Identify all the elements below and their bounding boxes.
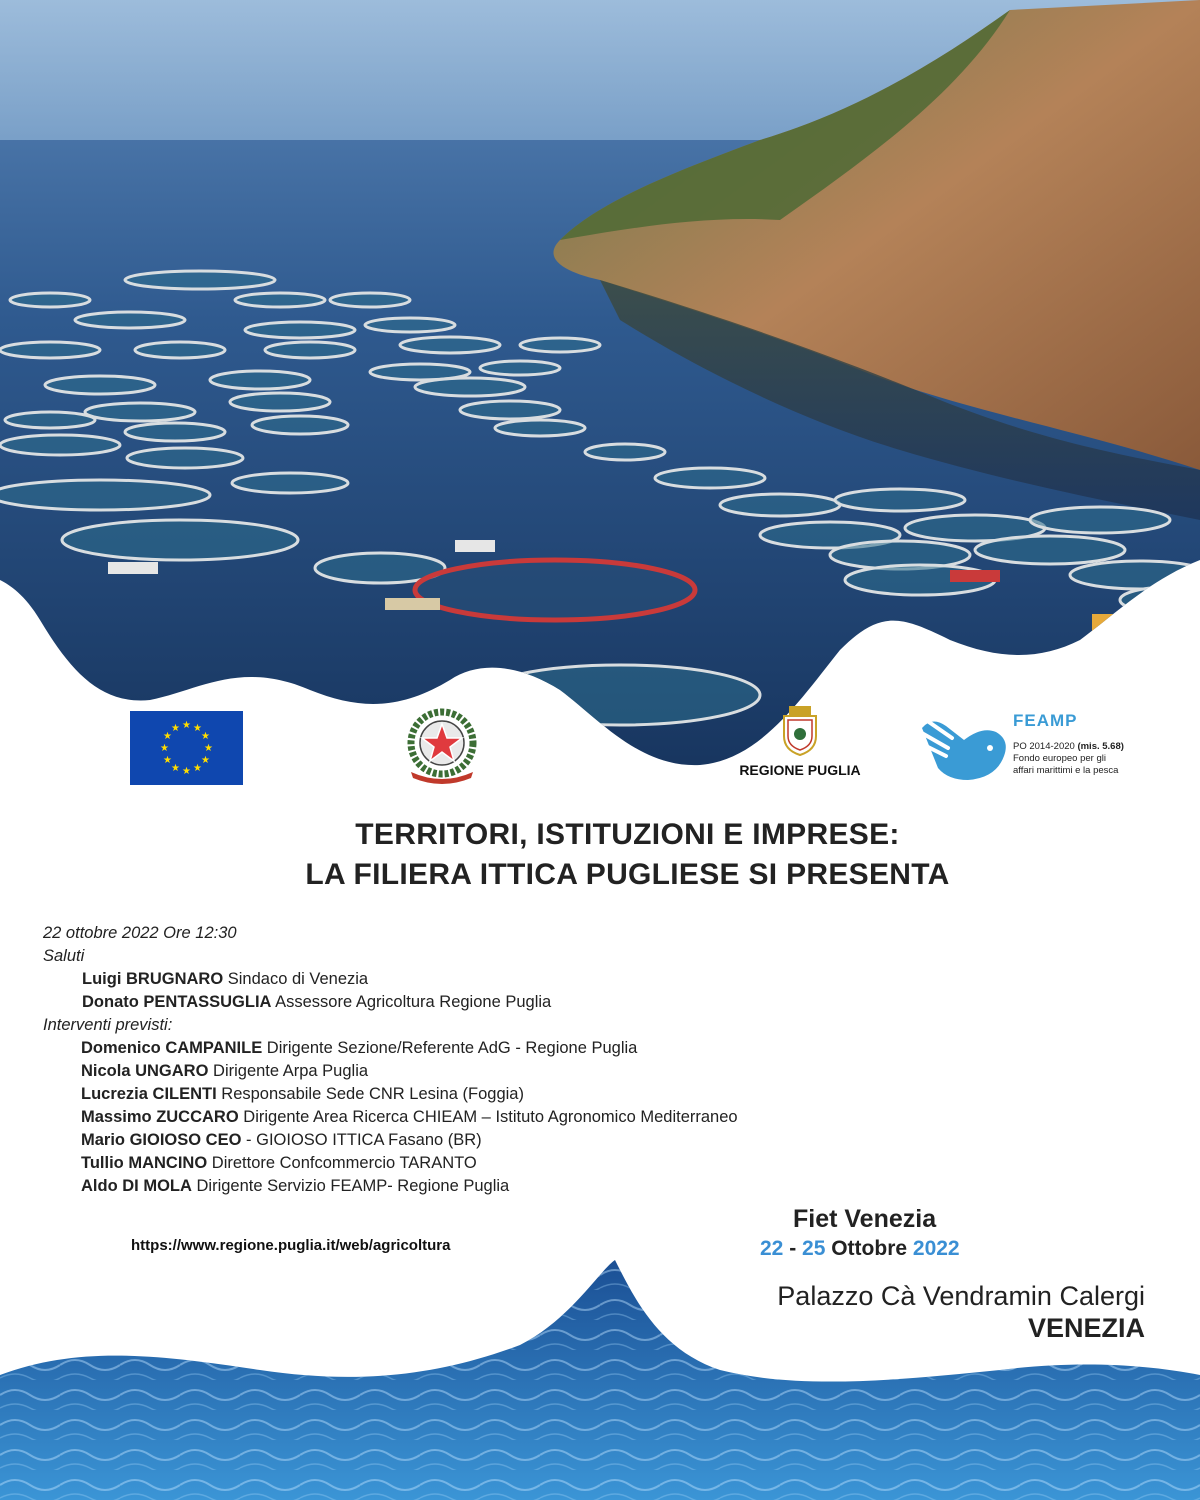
event-dates (760, 1237, 960, 1261)
title-line-1: TERRITORI, ISTITUZIONI E IMPRESE: (355, 818, 900, 851)
eu-flag-icon (130, 711, 243, 785)
speaker-role: Direttore Confcommercio TARANTO (207, 1154, 477, 1172)
speaker-name: Massimo ZUCCARO (81, 1108, 239, 1126)
speaker-row (43, 991, 923, 1014)
speaker-row (43, 968, 923, 991)
svg-text:★: ★ (193, 763, 202, 774)
feamp-hand-fish-icon (912, 708, 1020, 786)
saluti-label: Saluti (43, 947, 85, 965)
program-date: 22 ottobre 2022 Ore 12:30 (43, 924, 237, 942)
venue-city: VENEZIA (1027, 1313, 1145, 1343)
website-link[interactable]: https://www.regione.puglia.it/web/agricoltura (131, 1237, 451, 1254)
speaker-row (43, 1060, 923, 1083)
speaker-role: Dirigente Arpa Puglia (208, 1062, 369, 1080)
speaker-row (43, 1083, 923, 1106)
puglia-shield-icon (782, 706, 818, 756)
program (43, 922, 923, 1198)
speaker-role: Dirigente Area Ricerca CHIEAM – Istituto Agronomico Mediterraneo (238, 1108, 738, 1126)
feamp-description (1013, 741, 1163, 777)
speaker-row (43, 1106, 923, 1129)
venue-name: Palazzo Cà Vendramin Calergi (777, 1281, 1145, 1311)
speaker-role: - GIOIOSO ITTICA Fasano (BR) (241, 1131, 482, 1149)
speaker-role: Dirigente Servizio FEAMP- Regione Puglia (191, 1177, 510, 1195)
feamp-line1: PO 2014-2020 (1013, 741, 1075, 752)
date-year: 2022 (912, 1237, 960, 1260)
speaker-row (43, 1152, 923, 1175)
svg-text:★: ★ (171, 763, 180, 774)
speaker-name: Domenico CAMPANILE (81, 1039, 263, 1057)
date-month: Ottobre (825, 1237, 913, 1260)
feamp-mis: (mis. 5.68) (1077, 741, 1124, 752)
speaker-role: Dirigente Sezione/Referente AdG - Regione Puglia (262, 1039, 638, 1057)
speaker-name: Donato PENTASSUGLIA (82, 993, 272, 1011)
event-venue (645, 1280, 1145, 1344)
speaker-name: Luigi BRUGNARO (82, 970, 224, 988)
date-end: 25 (802, 1237, 826, 1260)
title-line-2: LA FILIERA ITTICA PUGLIESE SI PRESENTA (305, 858, 950, 891)
interventi-label: Interventi previsti: (43, 1016, 173, 1034)
speaker-name: Nicola UNGARO (81, 1062, 209, 1080)
speaker-row (43, 1129, 923, 1152)
date-separator: - (783, 1237, 803, 1260)
feamp-line2: Fondo europeo per gli (1013, 753, 1106, 764)
svg-text:★: ★ (201, 755, 210, 766)
speaker-row (43, 1037, 923, 1060)
italian-republic-emblem-icon (405, 706, 479, 786)
svg-text:★: ★ (201, 731, 210, 742)
event-name: Fiet Venezia (793, 1205, 937, 1233)
regione-puglia-logo (735, 706, 865, 792)
svg-text:★: ★ (204, 743, 213, 754)
feamp-line3: affari marittimi e la pesca (1013, 765, 1119, 776)
speaker-role: Responsabile Sede CNR Lesina (Foggia) (216, 1085, 524, 1103)
speaker-role: Assessore Agricoltura Regione Puglia (271, 993, 552, 1011)
speaker-name: Tullio MANCINO (81, 1154, 208, 1172)
speaker-role: Sindaco di Venezia (223, 970, 369, 988)
svg-text:★: ★ (193, 723, 202, 734)
svg-text:★: ★ (163, 755, 172, 766)
speaker-name: Lucrezia CILENTI (81, 1085, 217, 1103)
svg-text:★: ★ (160, 743, 169, 754)
feamp-title: FEAMP (1013, 711, 1078, 730)
svg-text:★: ★ (182, 766, 191, 777)
speaker-row (43, 1175, 923, 1198)
puglia-label: REGIONE PUGLIA (739, 762, 861, 778)
svg-text:★: ★ (171, 723, 180, 734)
date-start: 22 (760, 1237, 784, 1260)
svg-text:★: ★ (163, 731, 172, 742)
speaker-name: Mario GIOIOSO CEO (81, 1131, 242, 1149)
poster-title (0, 815, 1200, 895)
speaker-name: Aldo DI MOLA (81, 1177, 192, 1195)
svg-text:★: ★ (182, 720, 191, 731)
